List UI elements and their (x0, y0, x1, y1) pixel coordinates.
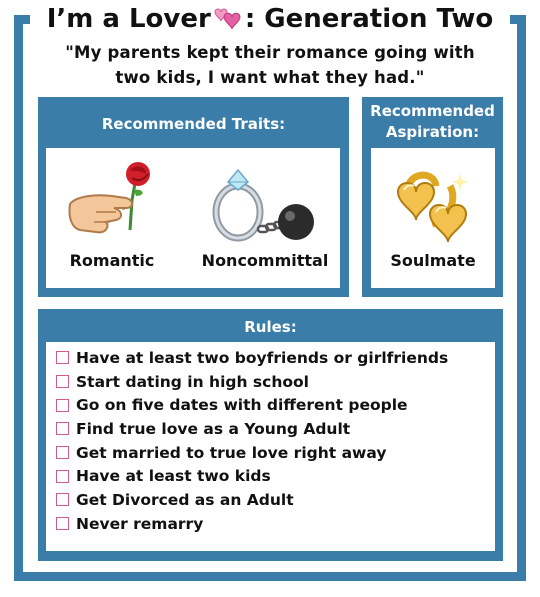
golden-linked-hearts-icon (388, 160, 478, 250)
aspiration-heading (362, 101, 503, 143)
rule-checkbox[interactable] (56, 517, 69, 530)
rule-checkbox[interactable] (56, 351, 69, 364)
rule-text: Never remarry (76, 514, 204, 533)
aspiration-panel (362, 97, 503, 297)
rule-item (56, 488, 448, 512)
rule-checkbox[interactable] (56, 399, 69, 412)
aspiration-heading-line-1: Recommended (370, 102, 495, 120)
rules-list (56, 346, 448, 536)
title-text-end: : Generation Two (244, 4, 494, 34)
rule-checkbox[interactable] (56, 470, 69, 483)
trait-label-noncommittal: Noncommittal (201, 251, 329, 270)
rule-item (56, 393, 448, 417)
traits-box (46, 148, 340, 288)
aspiration-label-soulmate: Soulmate (390, 251, 476, 270)
traits-panel (38, 97, 349, 297)
rule-checkbox[interactable] (56, 446, 69, 459)
rule-text: Get Divorced as an Adult (76, 490, 294, 509)
rule-checkbox[interactable] (56, 493, 69, 506)
pink-hearts-icon (213, 6, 243, 32)
rule-item (56, 346, 448, 370)
title-text-start: I’m a Lover (46, 4, 211, 34)
aspiration-heading-line-2: Aspiration: (385, 123, 480, 141)
aspiration-box (371, 148, 495, 288)
rule-text: Have at least two kids (76, 467, 271, 486)
page-title (47, 4, 494, 34)
rules-heading: Rules: (244, 318, 297, 336)
rules-box (46, 342, 495, 551)
title-bar (30, 4, 510, 34)
trait-label-romantic: Romantic (69, 251, 155, 270)
rule-text: Start dating in high school (76, 372, 309, 391)
rule-text: Go on five dates with different people (76, 396, 408, 415)
rule-checkbox[interactable] (56, 375, 69, 388)
hand-holding-rose-icon (66, 160, 156, 250)
rule-text: Have at least two boyfriends or girlfriends (76, 348, 449, 367)
rule-item (56, 417, 448, 441)
quote-text (30, 40, 510, 90)
rule-item (56, 441, 448, 465)
rule-text: Find true love as a Young Adult (76, 419, 351, 438)
ring-ball-and-chain-icon (206, 160, 316, 250)
rule-item (56, 370, 448, 394)
rule-text: Get married to true love right away (76, 443, 387, 462)
rule-item (56, 512, 448, 536)
rule-checkbox[interactable] (56, 422, 69, 435)
quote-line-1: "My parents kept their romance going with (65, 43, 475, 62)
traits-heading: Recommended Traits: (101, 115, 286, 133)
rule-item (56, 464, 448, 488)
quote-line-2: two kids, I want what they had." (115, 68, 425, 87)
rules-panel (38, 309, 503, 561)
